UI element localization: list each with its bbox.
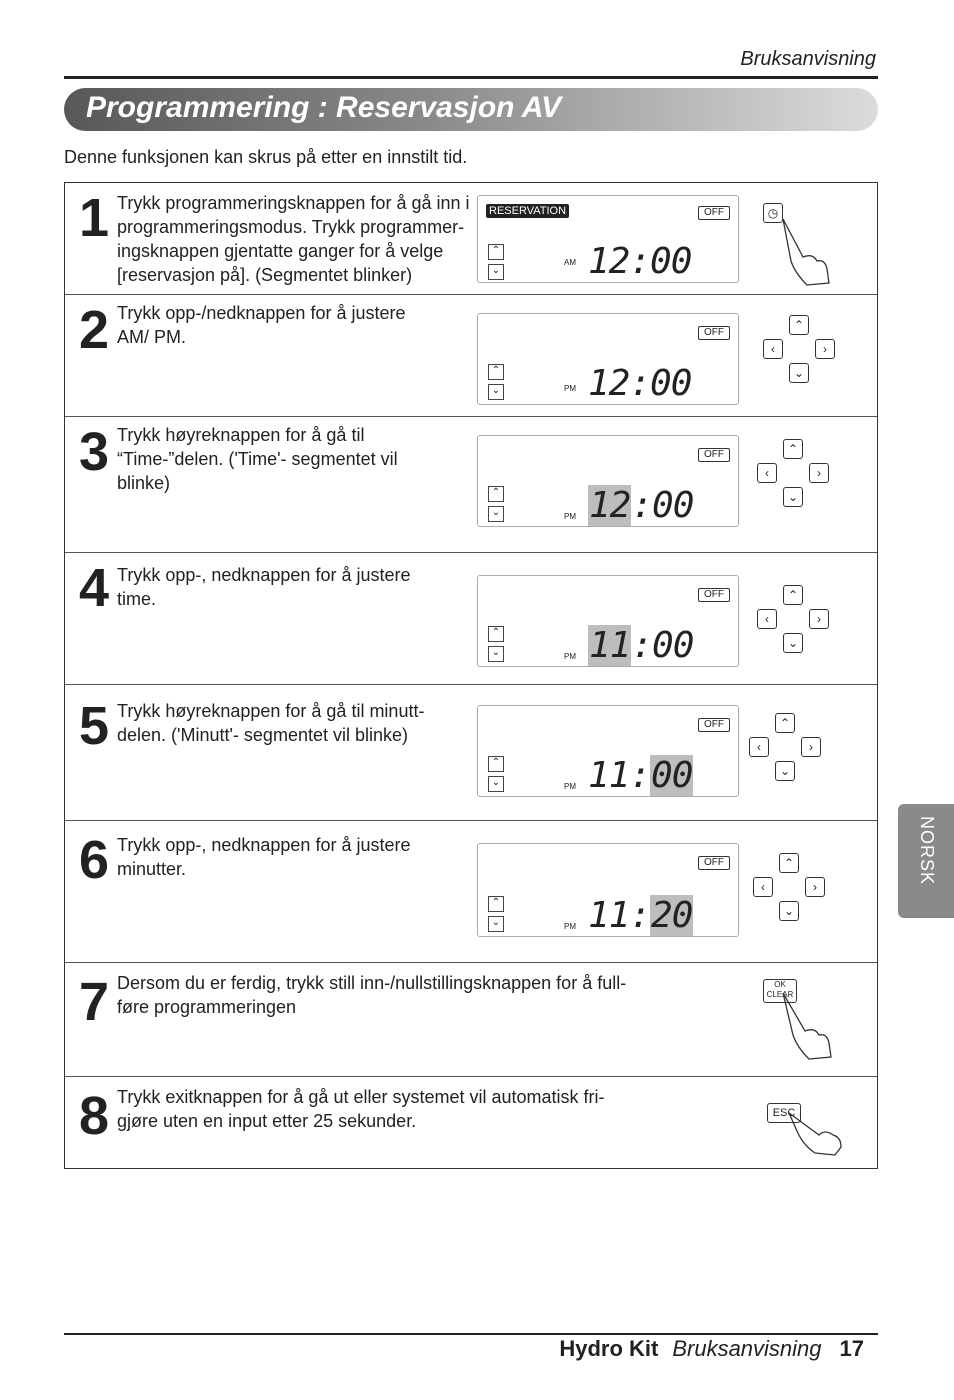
left-button[interactable]: ‹ <box>753 877 773 897</box>
step-text: Trykk opp-, nedknappen for å justere time. <box>117 565 411 609</box>
step-7 <box>65 963 877 1077</box>
minutes-segment: 00 <box>652 485 694 526</box>
step-number: 5 <box>79 696 108 756</box>
page-footer <box>559 1336 878 1362</box>
button-pad <box>753 193 863 288</box>
up-icon: ⌃ <box>488 626 504 642</box>
up-icon: ⌃ <box>488 364 504 380</box>
off-segment: OFF <box>698 856 730 870</box>
arrow-pad <box>751 843 855 947</box>
up-down-segment <box>488 486 504 526</box>
up-button[interactable]: ⌃ <box>783 439 803 459</box>
up-icon: ⌃ <box>488 896 504 912</box>
ok-label: OK <box>774 980 786 989</box>
step-1 <box>65 183 877 295</box>
down-icon: ⌄ <box>488 506 504 522</box>
ok-clear-button-group <box>761 977 841 1067</box>
step-6 <box>65 821 877 963</box>
step-8 <box>65 1077 877 1170</box>
down-button[interactable]: ⌄ <box>779 901 799 921</box>
reservation-segment: RESERVATION <box>486 204 569 218</box>
page-number: 17 <box>839 1336 864 1361</box>
left-button[interactable]: ‹ <box>757 609 777 629</box>
step-number: 4 <box>79 558 108 618</box>
down-button[interactable]: ⌄ <box>783 487 803 507</box>
step-number: 1 <box>79 188 108 248</box>
down-icon: ⌄ <box>488 916 504 932</box>
step-text: Trykk opp-, nedknappen for å justere minutter. <box>117 835 411 879</box>
lcd-display <box>477 313 739 405</box>
up-icon: ⌃ <box>488 244 504 260</box>
off-segment: OFF <box>698 326 730 340</box>
step-text: Trykk opp-/nedknappen for å justere AM/ PM. <box>117 303 406 347</box>
language-tab <box>898 804 954 918</box>
up-down-segment <box>488 756 504 796</box>
am-pm-segment: PM <box>564 652 576 661</box>
up-icon: ⌃ <box>488 486 504 502</box>
right-button[interactable]: › <box>809 609 829 629</box>
clear-label: CLEAR <box>766 990 794 999</box>
step-text: Trykk høyreknappen for å gå til minutt-delen. ('Minutt'- segmentet vil blinke) <box>117 701 425 745</box>
bottom-rule <box>64 1333 878 1335</box>
doc-title: Bruksanvisning <box>672 1336 822 1361</box>
arrow-pad <box>761 309 865 409</box>
brand-name: Hydro Kit <box>559 1336 659 1361</box>
step-text: Trykk programmeringsknappen for å gå inn i programmeringsmodus. Trykk programmer-ingsknappen gjentatte ganger for å velge [reservasjon på]. (Segmentet blinker) <box>117 193 470 285</box>
right-button[interactable]: › <box>801 737 821 757</box>
step-number: 2 <box>79 300 108 360</box>
step-text: Dersom du er ferdig, trykk still inn-/nullstillingsknappen for å full-føre programmeringen <box>117 973 627 1017</box>
time-digits: 12:00 <box>589 485 694 526</box>
up-down-segment <box>488 626 504 666</box>
hours-segment: 11 <box>588 895 630 936</box>
right-button[interactable]: › <box>809 463 829 483</box>
running-head: Bruksanvisning <box>740 48 876 70</box>
time-digits: 11:00 <box>589 625 694 666</box>
off-segment: OFF <box>698 718 730 732</box>
am-pm-segment: PM <box>564 512 576 521</box>
pointing-hand-icon <box>785 1109 845 1159</box>
time-digits: 11:20 <box>588 895 693 936</box>
lcd-display <box>477 195 739 283</box>
steps-table <box>64 182 878 1169</box>
step-number: 6 <box>79 830 108 890</box>
down-icon: ⌄ <box>488 776 504 792</box>
top-rule <box>64 76 878 79</box>
step-2 <box>65 295 877 417</box>
down-button[interactable]: ⌄ <box>789 363 809 383</box>
lcd-display <box>477 435 739 527</box>
step-4 <box>65 553 877 685</box>
up-down-segment <box>488 364 504 404</box>
esc-button[interactable]: ESC <box>767 1103 801 1123</box>
down-button[interactable]: ⌄ <box>783 633 803 653</box>
program-clock-button[interactable]: ◷ <box>763 203 783 223</box>
step-number: 7 <box>79 972 108 1032</box>
lcd-display <box>477 575 739 667</box>
hours-segment: 11 <box>588 755 630 796</box>
time-digits: 12:00 <box>588 241 692 282</box>
up-button[interactable]: ⌃ <box>783 585 803 605</box>
right-button[interactable]: › <box>805 877 825 897</box>
time-digits: 11:00 <box>588 755 693 796</box>
step-3 <box>65 417 877 553</box>
step-number: 3 <box>79 422 108 482</box>
step-text: Trykk exitknappen for å gå ut eller systemet vil automatisk fri-gjøre uten en input etter 25 sekunder. <box>117 1087 605 1131</box>
section-title: Programmering : Reservasjon AV <box>86 91 562 124</box>
time-digits: 12:00 <box>588 363 692 404</box>
arrow-pad <box>755 435 859 545</box>
minutes-segment: 00 <box>652 625 694 666</box>
pointing-hand-icon <box>777 991 837 1061</box>
am-pm-segment: PM <box>564 782 576 791</box>
down-icon: ⌄ <box>488 264 504 280</box>
step-number: 8 <box>79 1086 108 1146</box>
right-button[interactable]: › <box>815 339 835 359</box>
minutes-segment: 00 <box>651 755 693 796</box>
off-segment: OFF <box>698 206 730 220</box>
minutes-segment: 20 <box>651 895 693 936</box>
hours-segment: 11 <box>589 625 631 666</box>
down-icon: ⌄ <box>488 384 504 400</box>
lcd-display <box>477 843 739 937</box>
hours-segment: 12 <box>589 485 631 526</box>
left-button[interactable]: ‹ <box>749 737 769 757</box>
step-text: Trykk høyreknappen for å gå til “Time-”delen. ('Time'- segmentet vil blinke) <box>117 425 398 493</box>
down-button[interactable]: ⌄ <box>775 761 795 781</box>
arrow-pad <box>755 573 859 677</box>
intro-text: Denne funksjonen kan skrus på etter en innstilt tid. <box>64 147 468 167</box>
up-down-segment <box>488 896 504 936</box>
up-down-segment <box>488 244 504 284</box>
lcd-display <box>477 705 739 797</box>
up-icon: ⌃ <box>488 756 504 772</box>
up-button[interactable]: ⌃ <box>775 713 795 733</box>
am-pm-segment: PM <box>564 922 576 931</box>
arrow-pad <box>747 703 851 813</box>
language-label: NORSK <box>917 816 937 886</box>
left-button[interactable]: ‹ <box>763 339 783 359</box>
am-pm-segment: AM <box>564 258 576 267</box>
off-segment: OFF <box>698 448 730 462</box>
off-segment: OFF <box>698 588 730 602</box>
left-button[interactable]: ‹ <box>757 463 777 483</box>
section-title-bar <box>64 88 878 131</box>
esc-button-group <box>765 1099 855 1159</box>
up-button[interactable]: ⌃ <box>779 853 799 873</box>
down-icon: ⌄ <box>488 646 504 662</box>
step-5 <box>65 685 877 821</box>
am-pm-segment: PM <box>564 384 576 393</box>
up-button[interactable]: ⌃ <box>789 315 809 335</box>
pointing-hand-icon <box>773 217 833 287</box>
